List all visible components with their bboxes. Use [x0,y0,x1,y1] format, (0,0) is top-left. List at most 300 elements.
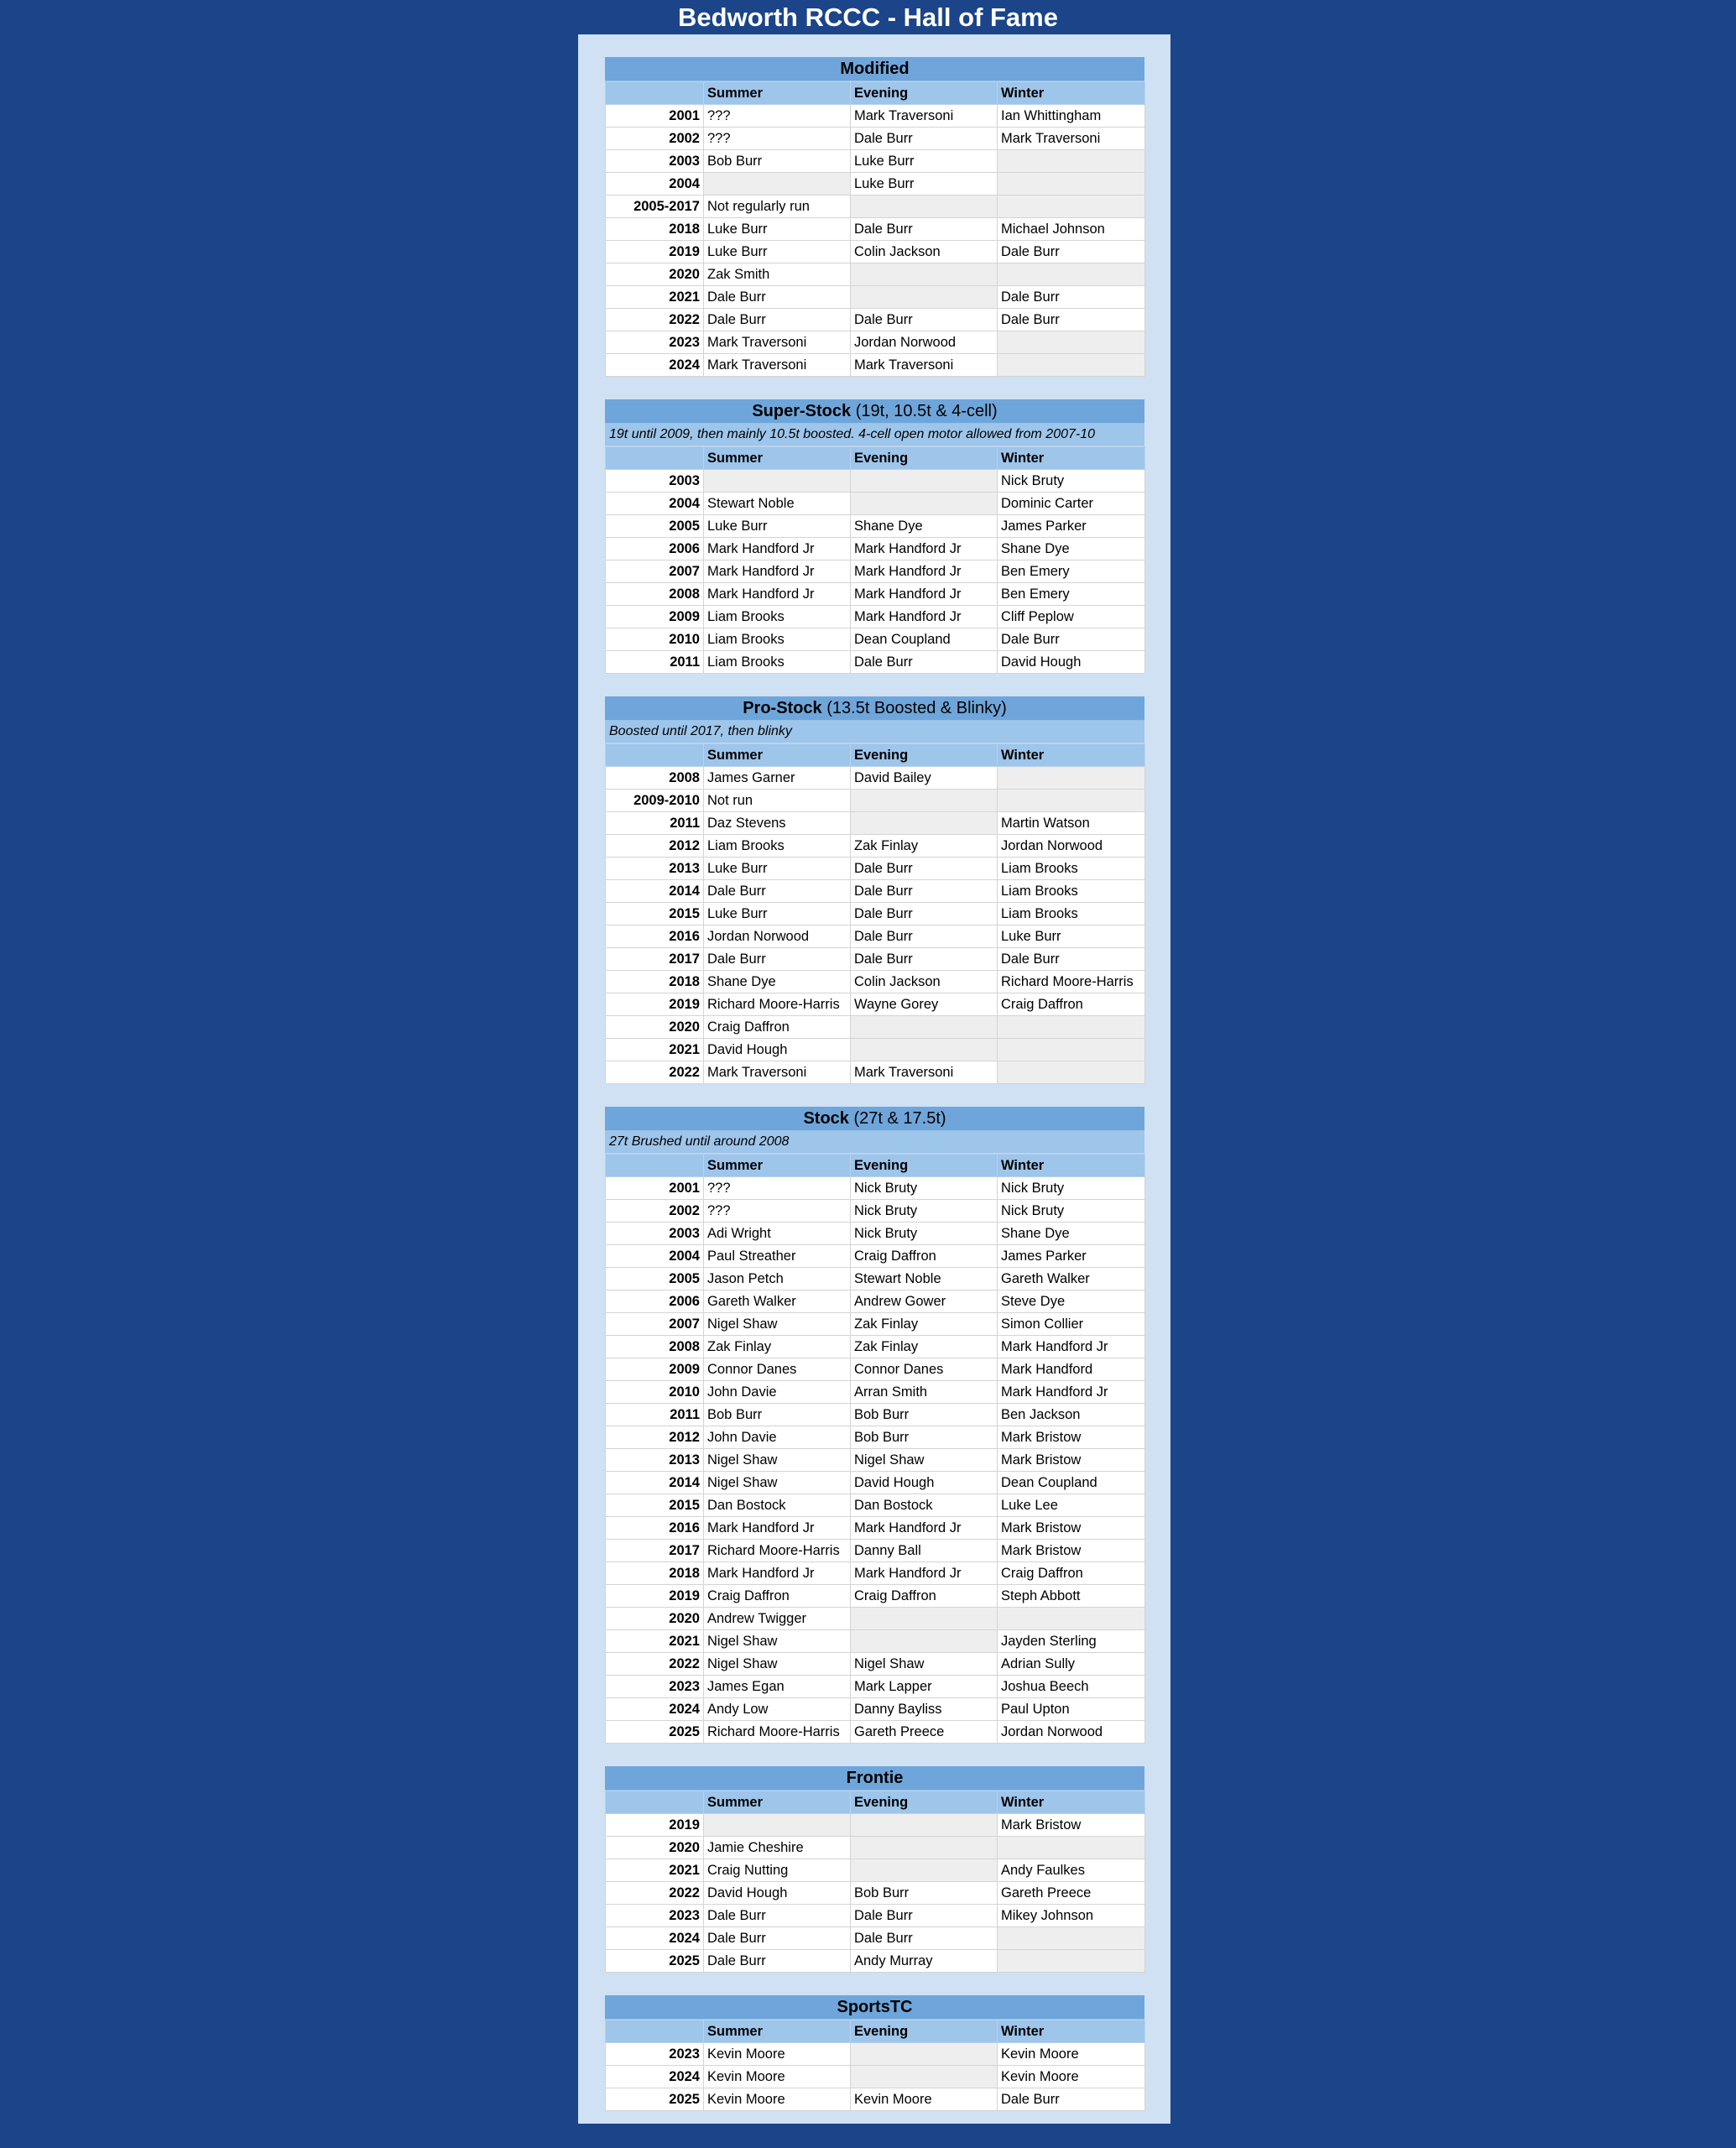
winter-winner-cell: Richard Moore-Harris [998,971,1145,993]
winter-winner-cell: Andy Faulkes [998,1859,1145,1882]
year-cell: 2017 [606,948,704,971]
year-cell: 2023 [606,331,704,354]
winter-winner-cell: Liam Brooks [998,880,1145,903]
table-row [606,538,1145,560]
year-header [606,82,704,105]
year-cell: 2012 [606,835,704,858]
year-cell: 2022 [606,1653,704,1676]
year-cell: 2021 [606,1630,704,1653]
table-row [606,1313,1145,1336]
section-title-text: SportsTC [837,1998,913,2016]
winter-winner-cell: Gareth Preece [998,1882,1145,1905]
winter-winner-cell: Martin Watson [998,812,1145,835]
table-row [606,150,1145,173]
year-cell: 2025 [606,1721,704,1744]
winter-winner-cell: Joshua Beech [998,1676,1145,1698]
table-row [606,2066,1145,2088]
summer-winner-cell: Nigel Shaw [704,1472,851,1494]
summer-winner-cell: Zak Smith [704,263,851,286]
evening-winner-cell: Mark Lapper [851,1676,998,1698]
section-frontie [605,1766,1144,1973]
evening-winner-cell: Dale Burr [851,1927,998,1950]
table-row [606,1426,1145,1449]
summer-winner-cell: Zak Finlay [704,1336,851,1358]
summer-winner-cell: Dale Burr [704,1950,851,1973]
winter-winner-cell: Liam Brooks [998,903,1145,925]
results-table [605,81,1145,377]
winter-winner-cell: Craig Daffron [998,1562,1145,1585]
winter-winner-cell: Liam Brooks [998,858,1145,880]
year-cell: 2019 [606,241,704,263]
year-cell: 2015 [606,1494,704,1517]
table-row [606,583,1145,606]
summer-winner-cell: Luke Burr [704,858,851,880]
evening-winner-cell: Dale Burr [851,858,998,880]
year-cell: 2002 [606,128,704,150]
winter-winner-cell: Jordan Norwood [998,1721,1145,1744]
section-title-text: Pro-Stock [743,699,822,717]
evening-winner-cell: Zak Finlay [851,1313,998,1336]
year-cell: 2005-2017 [606,196,704,218]
table-row [606,1562,1145,1585]
year-cell: 2009-2010 [606,790,704,812]
year-cell: 2018 [606,971,704,993]
header-row [606,447,1145,470]
evening-winner-cell: Zak Finlay [851,1336,998,1358]
year-cell: 2020 [606,1016,704,1039]
evening-winner-cell: Kevin Moore [851,2088,998,2111]
winter-header: Winter [998,82,1145,105]
evening-winner-cell: Andy Murray [851,1950,998,1973]
year-cell: 2004 [606,1245,704,1268]
evening-winner-cell: Nick Bruty [851,1223,998,1245]
evening-winner-cell [851,493,998,515]
year-cell: 2011 [606,1404,704,1426]
evening-winner-cell: Craig Daffron [851,1245,998,1268]
year-cell: 2019 [606,993,704,1016]
evening-winner-cell [851,2066,998,2088]
section-sportstc [605,1995,1144,2111]
evening-winner-cell: Danny Ball [851,1540,998,1562]
summer-winner-cell: Adi Wright [704,1223,851,1245]
summer-winner-cell: Liam Brooks [704,835,851,858]
evening-winner-cell: Mark Traversoni [851,105,998,128]
year-cell: 2004 [606,493,704,515]
year-cell: 2018 [606,1562,704,1585]
year-cell: 2011 [606,812,704,835]
winter-winner-cell: Mark Handford Jr [998,1336,1145,1358]
summer-winner-cell: Jason Petch [704,1268,851,1290]
table-row [606,767,1145,790]
evening-winner-cell: Mark Traversoni [851,1061,998,1084]
winter-winner-cell [998,331,1145,354]
summer-winner-cell: Mark Handford Jr [704,538,851,560]
evening-winner-cell: Dean Coupland [851,628,998,651]
evening-winner-cell: Bob Burr [851,1882,998,1905]
winter-winner-cell: Shane Dye [998,1223,1145,1245]
evening-winner-cell: Dale Burr [851,903,998,925]
summer-winner-cell: Not run [704,790,851,812]
year-cell: 2013 [606,858,704,880]
year-cell: 2009 [606,606,704,628]
table-row [606,1200,1145,1223]
year-cell: 2008 [606,1336,704,1358]
winter-winner-cell: Mark Handford Jr [998,1381,1145,1404]
summer-header: Summer [704,1155,851,1177]
summer-winner-cell: Mark Traversoni [704,1061,851,1084]
table-row [606,880,1145,903]
table-row [606,606,1145,628]
year-cell: 2014 [606,880,704,903]
summer-winner-cell: Craig Daffron [704,1016,851,1039]
winter-winner-cell: Mark Bristow [998,1517,1145,1540]
year-cell: 2001 [606,1177,704,1200]
table-row [606,651,1145,674]
summer-winner-cell: Mark Handford Jr [704,583,851,606]
summer-winner-cell: James Egan [704,1676,851,1698]
table-row [606,1698,1145,1721]
evening-winner-cell: Nick Bruty [851,1177,998,1200]
year-cell: 2024 [606,354,704,377]
summer-winner-cell: Craig Nutting [704,1859,851,1882]
table-row [606,1927,1145,1950]
evening-winner-cell: Nigel Shaw [851,1449,998,1472]
summer-winner-cell: ??? [704,105,851,128]
evening-winner-cell: Dale Burr [851,218,998,241]
winter-winner-cell: Paul Upton [998,1698,1145,1721]
table-row [606,515,1145,538]
winter-winner-cell: Adrian Sully [998,1653,1145,1676]
winter-winner-cell [998,1608,1145,1630]
year-cell: 2002 [606,1200,704,1223]
section-modified [605,57,1144,377]
evening-winner-cell: Dale Burr [851,128,998,150]
hall-of-fame-panel [578,34,1170,2124]
table-row [606,241,1145,263]
year-header [606,1791,704,1814]
year-cell: 2023 [606,1676,704,1698]
evening-winner-cell: Zak Finlay [851,835,998,858]
year-cell: 2016 [606,925,704,948]
winter-winner-cell [998,1837,1145,1859]
winter-winner-cell: Mark Traversoni [998,128,1145,150]
table-row [606,331,1145,354]
evening-winner-cell: Connor Danes [851,1358,998,1381]
table-row [606,1837,1145,1859]
evening-winner-cell: David Bailey [851,767,998,790]
year-cell: 2019 [606,1814,704,1837]
evening-winner-cell: Bob Burr [851,1404,998,1426]
summer-winner-cell: Richard Moore-Harris [704,1540,851,1562]
table-row [606,1540,1145,1562]
year-cell: 2007 [606,560,704,583]
table-row [606,628,1145,651]
winter-winner-cell [998,1039,1145,1061]
winter-winner-cell [998,767,1145,790]
evening-winner-cell [851,1859,998,1882]
table-row [606,560,1145,583]
evening-winner-cell: Wayne Gorey [851,993,998,1016]
year-cell: 2006 [606,538,704,560]
winter-winner-cell: Steph Abbott [998,1585,1145,1608]
table-row [606,354,1145,377]
year-cell: 2003 [606,150,704,173]
summer-winner-cell: Jordan Norwood [704,925,851,948]
winter-winner-cell: Mark Handford [998,1358,1145,1381]
winter-header: Winter [998,2020,1145,2043]
header-row [606,82,1145,105]
summer-winner-cell: Andy Low [704,1698,851,1721]
winter-header: Winter [998,1155,1145,1177]
year-header [606,2020,704,2043]
evening-winner-cell: David Hough [851,1472,998,1494]
winter-winner-cell [998,263,1145,286]
year-cell: 2010 [606,628,704,651]
evening-winner-cell: Luke Burr [851,150,998,173]
results-table [605,2020,1145,2111]
summer-winner-cell: Bob Burr [704,1404,851,1426]
table-row [606,493,1145,515]
section-title [605,57,1144,81]
evening-winner-cell: Stewart Noble [851,1268,998,1290]
header-row [606,2020,1145,2043]
winter-winner-cell: Gareth Walker [998,1268,1145,1290]
table-row [606,470,1145,493]
table-row [606,1061,1145,1084]
summer-winner-cell [704,173,851,196]
evening-winner-cell: Mark Handford Jr [851,1562,998,1585]
year-cell: 2018 [606,218,704,241]
year-cell: 2003 [606,470,704,493]
winter-winner-cell [998,196,1145,218]
year-cell: 2007 [606,1313,704,1336]
table-row [606,1177,1145,1200]
year-cell: 2011 [606,651,704,674]
table-row [606,1336,1145,1358]
winter-winner-cell [998,150,1145,173]
evening-winner-cell: Mark Handford Jr [851,538,998,560]
results-table [605,446,1145,674]
section-note: 27t Brushed until around 2008 [605,1131,1144,1154]
table-row [606,309,1145,331]
evening-winner-cell: Mark Handford Jr [851,606,998,628]
evening-winner-cell: Mark Handford Jr [851,560,998,583]
table-row [606,128,1145,150]
summer-winner-cell: Dan Bostock [704,1494,851,1517]
winter-winner-cell: Jayden Sterling [998,1630,1145,1653]
year-cell: 2019 [606,1585,704,1608]
year-header [606,1155,704,1177]
table-row [606,993,1145,1016]
summer-winner-cell: Dale Burr [704,286,851,309]
year-cell: 2015 [606,903,704,925]
evening-winner-cell [851,2043,998,2066]
year-cell: 2016 [606,1517,704,1540]
evening-winner-cell [851,286,998,309]
summer-winner-cell: David Hough [704,1039,851,1061]
evening-winner-cell [851,196,998,218]
evening-header: Evening [851,744,998,767]
winter-winner-cell: Craig Daffron [998,993,1145,1016]
year-cell: 2005 [606,515,704,538]
winter-winner-cell: Nick Bruty [998,1200,1145,1223]
summer-winner-cell: James Garner [704,767,851,790]
winter-winner-cell: Ben Emery [998,560,1145,583]
winter-winner-cell: Mark Bristow [998,1426,1145,1449]
table-row [606,1245,1145,1268]
year-cell: 2012 [606,1426,704,1449]
evening-winner-cell: Nick Bruty [851,1200,998,1223]
evening-winner-cell: Dale Burr [851,925,998,948]
sections-container [605,57,1144,2134]
summer-winner-cell [704,470,851,493]
section-title-text: Modified [840,60,910,78]
table-row [606,1905,1145,1927]
winter-winner-cell: Dale Burr [998,2088,1145,2111]
table-row [606,196,1145,218]
winter-header: Winter [998,447,1145,470]
section-pro-stock [605,696,1144,1084]
evening-winner-cell [851,1016,998,1039]
year-cell: 2022 [606,1061,704,1084]
summer-header: Summer [704,82,851,105]
summer-winner-cell: Mark Traversoni [704,331,851,354]
winter-winner-cell: Shane Dye [998,538,1145,560]
summer-winner-cell: Luke Burr [704,241,851,263]
year-cell: 2004 [606,173,704,196]
summer-winner-cell: David Hough [704,1882,851,1905]
year-cell: 2013 [606,1449,704,1472]
table-row [606,1472,1145,1494]
winter-winner-cell: Dean Coupland [998,1472,1145,1494]
summer-winner-cell: ??? [704,1177,851,1200]
year-cell: 2021 [606,1039,704,1061]
winter-winner-cell: Dale Burr [998,241,1145,263]
evening-winner-cell [851,1814,998,1837]
year-cell: 2023 [606,2043,704,2066]
section-title [605,1107,1144,1131]
year-cell: 2020 [606,263,704,286]
table-row [606,105,1145,128]
table-row [606,1882,1145,1905]
summer-winner-cell: Nigel Shaw [704,1653,851,1676]
year-cell: 2003 [606,1223,704,1245]
evening-winner-cell: Luke Burr [851,173,998,196]
summer-winner-cell: Dale Burr [704,880,851,903]
winter-winner-cell: Mark Bristow [998,1540,1145,1562]
summer-winner-cell: Dale Burr [704,948,851,971]
summer-winner-cell: Nigel Shaw [704,1313,851,1336]
summer-winner-cell: Jamie Cheshire [704,1837,851,1859]
summer-winner-cell: Liam Brooks [704,651,851,674]
year-cell: 2024 [606,1927,704,1950]
table-row [606,1039,1145,1061]
table-row [606,1268,1145,1290]
evening-winner-cell: Danny Bayliss [851,1698,998,1721]
winter-winner-cell: Dale Burr [998,286,1145,309]
summer-header: Summer [704,1791,851,1814]
evening-header: Evening [851,1155,998,1177]
winter-winner-cell [998,1950,1145,1973]
table-row [606,903,1145,925]
summer-winner-cell: Connor Danes [704,1358,851,1381]
table-row [606,790,1145,812]
section-title-text: Frontie [846,1769,904,1787]
year-cell: 2021 [606,286,704,309]
summer-winner-cell: ??? [704,128,851,150]
summer-winner-cell: Craig Daffron [704,1585,851,1608]
summer-winner-cell: Liam Brooks [704,606,851,628]
summer-winner-cell: Mark Traversoni [704,354,851,377]
results-table [605,1154,1145,1744]
winter-winner-cell: Jordan Norwood [998,835,1145,858]
summer-winner-cell: Kevin Moore [704,2043,851,2066]
table-row [606,2088,1145,2111]
year-cell: 2008 [606,583,704,606]
summer-winner-cell: Gareth Walker [704,1290,851,1313]
year-cell: 2005 [606,1268,704,1290]
year-cell: 2009 [606,1358,704,1381]
table-row [606,948,1145,971]
table-row [606,1950,1145,1973]
table-row [606,1653,1145,1676]
summer-winner-cell: Daz Stevens [704,812,851,835]
table-row [606,1223,1145,1245]
year-cell: 2025 [606,1950,704,1973]
summer-winner-cell [704,1814,851,1837]
section-title-text: Stock [803,1109,849,1128]
evening-winner-cell: Gareth Preece [851,1721,998,1744]
winter-winner-cell: Ben Jackson [998,1404,1145,1426]
section-subtitle: (27t & 17.5t) [848,1109,946,1128]
evening-header: Evening [851,447,998,470]
winter-winner-cell: Nick Bruty [998,1177,1145,1200]
evening-winner-cell: Colin Jackson [851,971,998,993]
summer-winner-cell: Mark Handford Jr [704,560,851,583]
winter-winner-cell: Michael Johnson [998,218,1145,241]
summer-header: Summer [704,744,851,767]
summer-winner-cell: Not regularly run [704,196,851,218]
summer-winner-cell: Nigel Shaw [704,1630,851,1653]
table-row [606,173,1145,196]
section-title [605,1995,1144,2020]
winter-winner-cell: Ben Emery [998,583,1145,606]
table-row [606,1814,1145,1837]
header-row [606,1791,1145,1814]
section-title [605,399,1144,424]
table-row [606,1630,1145,1653]
results-table [605,743,1145,1084]
evening-header: Evening [851,82,998,105]
table-row [606,1859,1145,1882]
year-cell: 2023 [606,1905,704,1927]
evening-winner-cell: Dale Burr [851,651,998,674]
year-cell: 2020 [606,1608,704,1630]
evening-winner-cell: Mark Traversoni [851,354,998,377]
table-row [606,835,1145,858]
winter-winner-cell: Dale Burr [998,309,1145,331]
summer-winner-cell: Luke Burr [704,218,851,241]
table-row [606,812,1145,835]
results-table [605,1791,1145,1973]
winter-winner-cell: Mikey Johnson [998,1905,1145,1927]
evening-winner-cell: Bob Burr [851,1426,998,1449]
summer-winner-cell: Andrew Twigger [704,1608,851,1630]
table-row [606,1721,1145,1744]
summer-header: Summer [704,2020,851,2043]
table-row [606,1449,1145,1472]
evening-winner-cell: Andrew Gower [851,1290,998,1313]
